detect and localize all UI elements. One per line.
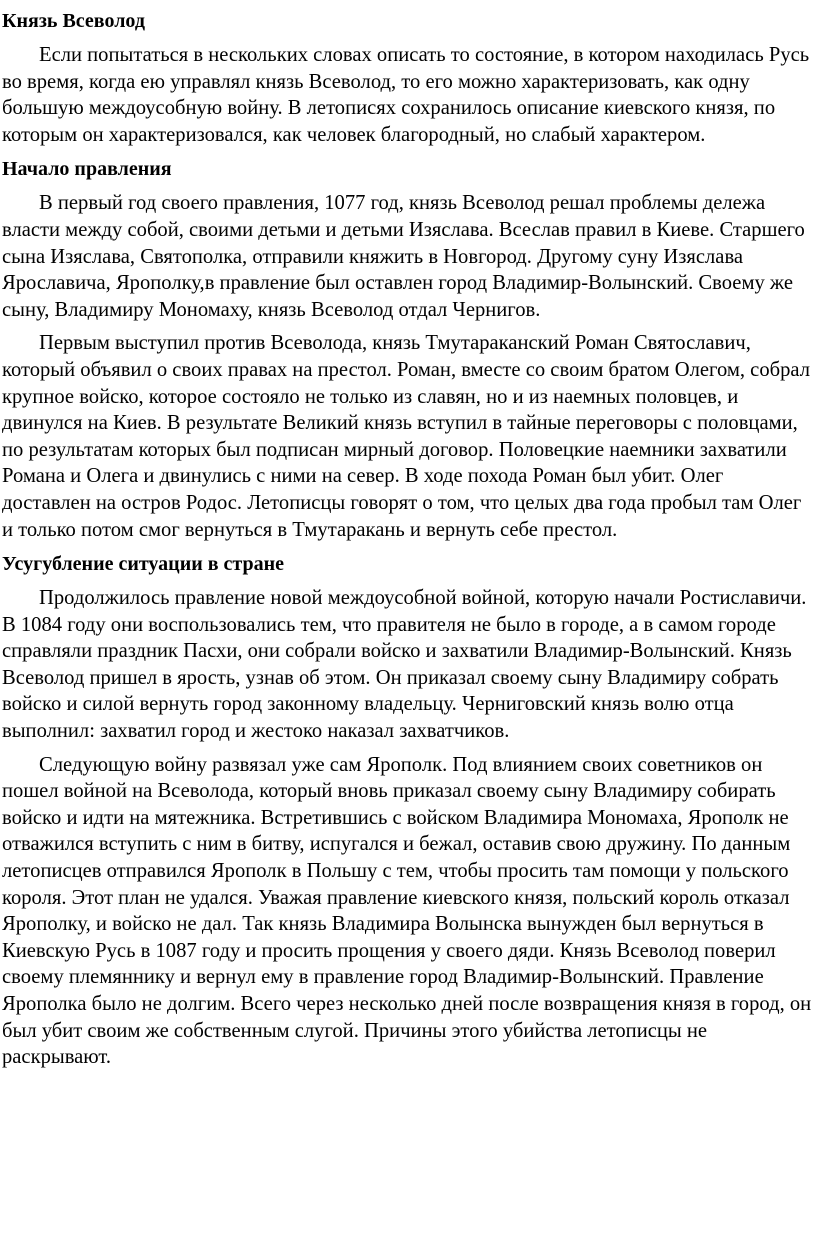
section-reign-beginning — [2, 156, 814, 543]
section-heading: Князь Всеволод — [2, 10, 145, 32]
section-heading: Усугубление ситуации в стране — [2, 553, 285, 576]
paragraph: Первым выступил против Всеволода, князь Тмутараканский Роман Святославич, который объявил о своих правах на престол. Роман, вместе со своим братом Олегом, собрал крупное войско, которое состояло не только из славян, но и из наемных половцев, и двинулся на Киев. В результате Великий князь вступил в тайные переговоры с половцами, по результатам которых был подписан мирный договор. Половецкие наемники захватили Романа и Олега и двинулись с ними на север. В ходе похода Роман был убит. Олег доставлен на остров Родос. Летописцы говорят о том, что целых два года пробыл там Олег и только потом смог вернуться в Тмутаракань и вернуть себе престол. — [2, 332, 810, 541]
paragraph: В первый год своего правления, 1077 год, князь Всеволод решал проблемы дележа власти между собой, своими детьми и детьми Изяслава. Всеслав правил в Киеве. Старшего сына Изяслава, Святополка, отправили княжить в Новгород. Другому суну Изяслава Ярославича, Ярополку,в правление был оставлен город Владимир-Волынский. Своему же сыну, Владимиру Мономаху, князь Всеволод отдал Чернигов. — [2, 192, 805, 321]
section-prince-vsevolod — [2, 8, 814, 148]
paragraph: Продолжилось правление новой междоусобной войной, которую начали Ростиславичи. В 1084 году они воспользовались тем, что правителя не было в городе, а в самом городе справляли праздник Пасхи, они собрали войско и захватили Владимир-Волынский. Князь Всеволод пришел в ярость, узнав об этом. Он приказал своему сыну Владимиру собрать войско и силой вернуть город законному владельцу. Черниговский князь волю отца выполнил: захватил город и жестоко наказал захватчиков. — [2, 587, 807, 743]
section-situation-worsening — [2, 551, 814, 1071]
section-heading: Начало правления — [2, 158, 172, 181]
paragraph: Если попытаться в нескольких словах описать то состояние, в котором находилась Русь во время, когда ею управлял князь Всеволод, то его можно характеризовать, как одну большую междоусобную войну. В летописях сохранилось описание киевского князя, по которым он характеризовался, как человек благородный, но слабый характером. — [2, 44, 810, 146]
paragraph: Следующую войну развязал уже сам Ярополк. Под влиянием своих советников он пошел войной на Всеволода, который вновь приказал своему сыну Владимиру собирать войско и идти на мятежника. Встретившись с войском Владимира Мономаха, Ярополк не отважился вступить с ним в битву, испугался и бежал, оставив свою дружину. По данным летописцев отправился Ярополк в Польшу с тем, чтобы просить там помощи у польского короля. Этот план не удался. Уважая правление киевского князя, польский король отказал Ярополку, и войско не дал. Так князь Владимира Волынска вынужден был вернуться в Киевскую Русь в 1087 году и просить прощения у своего дяди. Князь Всеволод поверил своему племяннику и вернул ему в правление город Владимир-Волынский. Правление Ярополка было не долгим. Всего через несколько дней после возвращения князя в город, он был убит своим же собственным слугой. Причины этого убийства летописцы не раскрывают. — [2, 753, 812, 1069]
